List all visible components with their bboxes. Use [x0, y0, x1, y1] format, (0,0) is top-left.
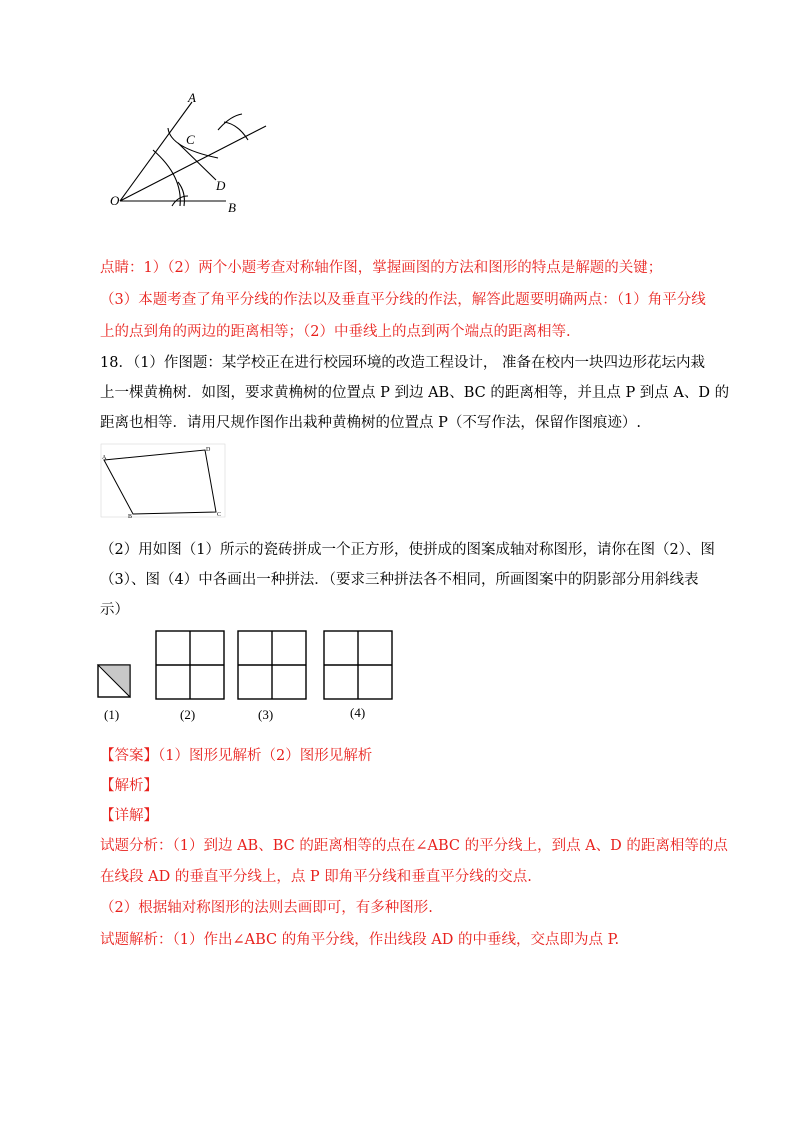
grid-4	[324, 631, 392, 699]
comment-line-1: 点睛：1）（2）两个小题考查对称轴作图，掌握画图的方法和图形的特点是解题的关键；	[100, 260, 663, 276]
caption-3: (3)	[258, 707, 274, 722]
tile-figures	[92, 625, 402, 725]
analysis-line-1: 试题分析：（1）到边 AB、BC 的距离相等的点在∠ABC 的平分线上，到点 A、D 的距离相等的点	[100, 838, 728, 854]
q18-line-1: 18．（1）作图题：某学校正在进行校园环境的改造工程设计， 准备在校内一块四边形花坛内栽	[100, 355, 706, 371]
quad-label-c: C	[217, 512, 222, 518]
detail-heading: 【详解】	[100, 808, 158, 824]
quad-label-b: B	[128, 514, 133, 520]
label-d: D	[216, 178, 226, 193]
analysis-line-2: 在线段 AD 的垂直平分线上，点 P 即角平分线和垂直平分线的交点.	[100, 869, 532, 885]
answer-line: 【答案】（1）图形见解析（2）图形见解析	[100, 748, 373, 764]
label-a: A	[188, 90, 196, 105]
label-c: C	[186, 132, 195, 147]
q18-part2-line-2: （3）、图（4）中各画出一种拼法．（要求三种拼法各不相同，所画图案中的阴影部分用斜线表	[100, 572, 699, 588]
q18-line-2: 上一棵黄桷树．如图，要求黄桷树的位置点 P 到边 AB、BC 的距离相等，并且点 P 到点 A、D 的	[100, 385, 730, 401]
quadrilateral-abcd	[104, 450, 216, 514]
segment-cd	[178, 143, 216, 180]
label-b: B	[228, 200, 236, 215]
quadrilateral-figure	[98, 442, 228, 520]
arc-from-o	[153, 150, 180, 206]
analysis-line-3: （2）根据轴对称图形的法则去画即可，有多种图形.	[100, 900, 433, 916]
caption-1: (1)	[104, 707, 120, 722]
quad-label-d: D	[206, 447, 211, 453]
angle-bisector-figure	[108, 88, 278, 218]
q18-line-3: 距离也相等．请用尺规作图作出栽种黄桷树的位置点 P（不写作法，保留作图痕迹）.	[100, 415, 641, 431]
caption-4: (4)	[350, 705, 366, 720]
label-o: O	[110, 193, 120, 208]
tile-1	[98, 665, 130, 697]
quad-label-a: A	[102, 455, 107, 461]
grid-3	[238, 631, 306, 699]
q18-part2-line-1: （2）用如图（1）所示的瓷砖拼成一个正方形，使拼成的图案成轴对称图形，请你在图（2）、图	[100, 542, 715, 558]
arc-small-2	[178, 182, 184, 206]
q18-part2-line-3: 示）	[100, 602, 129, 618]
arc-cross-2	[218, 114, 242, 130]
caption-2: (2)	[180, 707, 196, 722]
comment-line-2: （3）本题考查了角平分线的作法以及垂直平分线的作法，解答此题要明确两点：（1）角平分线	[100, 292, 706, 308]
analysis-heading: 【解析】	[100, 778, 158, 794]
grid-2	[156, 631, 224, 699]
comment-line-3: 上的点到角的两边的距离相等；（2）中垂线上的点到两个端点的距离相等.	[100, 324, 571, 340]
solution-line-1: 试题解析：（1）作出∠ABC 的角平分线，作出线段 AD 的中垂线，交点即为点 P.	[100, 932, 620, 948]
